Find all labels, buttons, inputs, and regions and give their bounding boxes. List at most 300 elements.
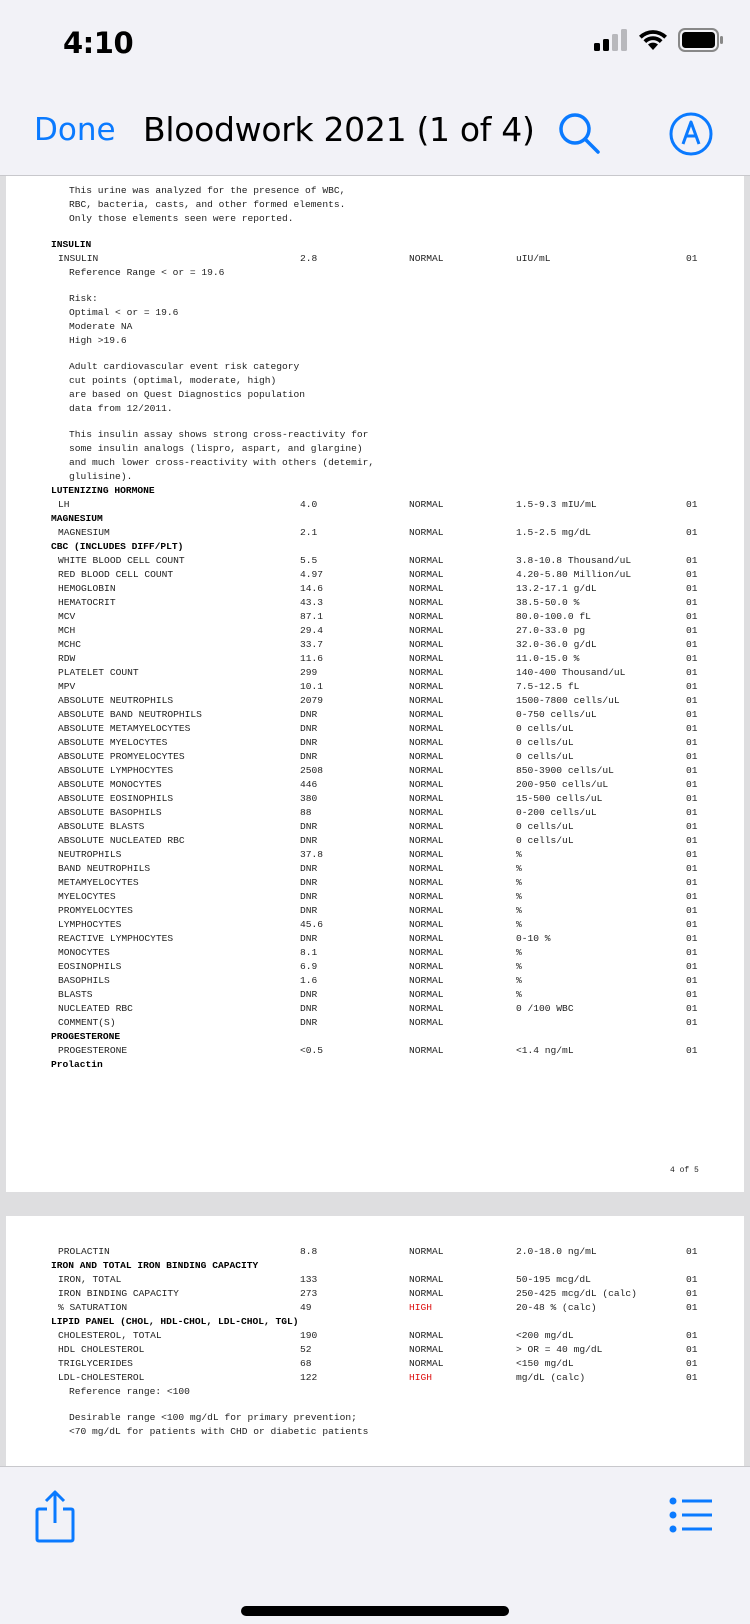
result-row	[6, 569, 744, 584]
test-reference: 15-500 cells/uL	[516, 793, 603, 804]
test-reference: %	[516, 849, 522, 860]
note-text: High >19.6	[69, 335, 127, 346]
test-flag: NORMAL	[409, 555, 444, 566]
result-row	[6, 961, 744, 976]
note-text: Reference Range < or = 19.6	[69, 267, 225, 278]
test-reference: 1.5-9.3 mIU/mL	[516, 499, 597, 510]
test-reference: %	[516, 919, 522, 930]
document-viewer[interactable]	[0, 176, 750, 1466]
result-row	[6, 681, 744, 696]
test-reference: <200 mg/dL	[516, 1330, 574, 1341]
page-title: Bloodwork 2021 (1 of 4)	[143, 110, 535, 149]
test-name: ABSOLUTE BASOPHILS	[58, 807, 162, 818]
battery-icon	[678, 28, 724, 52]
test-name: TRIGLYCERIDES	[58, 1358, 133, 1369]
result-row	[6, 1045, 744, 1060]
test-lab-code: 01	[686, 723, 698, 734]
search-icon	[556, 110, 602, 156]
markup-button[interactable]	[668, 111, 714, 157]
section-header-line	[6, 1031, 744, 1046]
test-name: CHOLESTEROL, TOTAL	[58, 1330, 162, 1341]
test-value: 5.5	[300, 555, 318, 566]
test-reference: 11.0-15.0 %	[516, 653, 580, 664]
test-value: DNR	[300, 723, 318, 734]
test-flag: HIGH	[409, 1372, 433, 1383]
test-lab-code: 01	[686, 793, 698, 804]
result-row	[6, 1017, 744, 1032]
test-value: 11.6	[300, 653, 324, 664]
document-page-2	[6, 1216, 744, 1466]
test-reference: 4.20-5.80 Million/uL	[516, 569, 632, 580]
note-line	[6, 185, 744, 200]
section-header: Prolactin	[51, 1059, 103, 1070]
section-header-line	[6, 239, 744, 254]
test-lab-code: 01	[686, 821, 698, 832]
test-lab-code: 01	[686, 639, 698, 650]
test-value: DNR	[300, 737, 318, 748]
test-flag: NORMAL	[409, 1017, 444, 1028]
section-header: INSULIN	[51, 239, 92, 250]
test-name: INSULIN	[58, 253, 99, 264]
test-flag: NORMAL	[409, 905, 444, 916]
section-header-line	[6, 1059, 744, 1074]
test-flag: NORMAL	[409, 933, 444, 944]
wifi-icon	[638, 29, 668, 51]
result-row	[6, 1372, 744, 1387]
test-lab-code: 01	[686, 765, 698, 776]
test-name: HEMOGLOBIN	[58, 583, 116, 594]
test-lab-code: 01	[686, 681, 698, 692]
section-header: CBC (INCLUDES DIFF/PLT)	[51, 541, 184, 552]
test-name: BASOPHILS	[58, 975, 110, 986]
result-row	[6, 1288, 744, 1303]
note-line	[6, 199, 744, 214]
test-reference: 32.0-36.0 g/dL	[516, 639, 597, 650]
test-flag: NORMAL	[409, 723, 444, 734]
test-name: LDL-CHOLESTEROL	[58, 1372, 145, 1383]
test-lab-code: 01	[686, 891, 698, 902]
test-reference: %	[516, 877, 522, 888]
note-text: Adult cardiovascular event risk category	[69, 361, 300, 372]
test-flag: NORMAL	[409, 751, 444, 762]
test-reference: %	[516, 905, 522, 916]
test-value: 45.6	[300, 919, 324, 930]
search-button[interactable]	[556, 110, 602, 156]
test-reference: 140-400 Thousand/uL	[516, 667, 626, 678]
test-lab-code: 01	[686, 527, 698, 538]
nav-bar	[0, 92, 750, 176]
test-value: 14.6	[300, 583, 324, 594]
test-lab-code: 01	[686, 569, 698, 580]
test-value: <0.5	[300, 1045, 324, 1056]
section-header: IRON AND TOTAL IRON BINDING CAPACITY	[51, 1260, 259, 1271]
result-row	[6, 863, 744, 878]
test-flag: NORMAL	[409, 681, 444, 692]
result-row	[6, 793, 744, 808]
test-name: COMMENT(S)	[58, 1017, 116, 1028]
test-lab-code: 01	[686, 1246, 698, 1257]
test-name: MCH	[58, 625, 76, 636]
note-text: This insulin assay shows strong cross-reactivity for	[69, 429, 369, 440]
section-header: MAGNESIUM	[51, 513, 103, 524]
section-header-line	[6, 485, 744, 500]
result-row	[6, 947, 744, 962]
test-flag: NORMAL	[409, 709, 444, 720]
status-time: 4:10	[63, 26, 134, 60]
test-lab-code: 01	[686, 1017, 698, 1028]
test-lab-code: 01	[686, 919, 698, 930]
test-lab-code: 01	[686, 737, 698, 748]
test-value: DNR	[300, 1003, 318, 1014]
result-row	[6, 1003, 744, 1018]
test-flag: NORMAL	[409, 793, 444, 804]
test-lab-code: 01	[686, 835, 698, 846]
test-reference: 7.5-12.5 fL	[516, 681, 580, 692]
test-reference: 0 cells/uL	[516, 723, 574, 734]
note-text: This urine was analyzed for the presence of WBC,	[69, 185, 346, 196]
test-name: REACTIVE LYMPHOCYTES	[58, 933, 174, 944]
test-reference: uIU/mL	[516, 253, 551, 264]
test-value: 2.1	[300, 527, 318, 538]
test-reference: 0 cells/uL	[516, 835, 574, 846]
test-lab-code: 01	[686, 597, 698, 608]
test-reference: %	[516, 947, 522, 958]
note-line	[6, 307, 744, 322]
test-value: DNR	[300, 835, 318, 846]
done-button[interactable]: Done	[34, 112, 116, 148]
test-name: BLASTS	[58, 989, 93, 1000]
test-lab-code: 01	[686, 1274, 698, 1285]
note-text: Risk:	[69, 293, 98, 304]
test-lab-code: 01	[686, 1288, 698, 1299]
test-flag: NORMAL	[409, 625, 444, 636]
test-lab-code: 01	[686, 877, 698, 888]
note-text: glulisine).	[69, 471, 133, 482]
result-row	[6, 611, 744, 626]
bottom-toolbar	[0, 1466, 750, 1624]
status-icons	[594, 28, 724, 52]
test-value: 380	[300, 793, 318, 804]
page-number: 4 of 5	[670, 1166, 699, 1175]
test-value: 2508	[300, 765, 324, 776]
result-row	[6, 1302, 744, 1317]
test-flag: NORMAL	[409, 975, 444, 986]
test-value: DNR	[300, 891, 318, 902]
test-reference: 50-195 mcg/dL	[516, 1274, 591, 1285]
result-row	[6, 919, 744, 934]
test-value: 52	[300, 1344, 312, 1355]
share-button[interactable]	[30, 1489, 80, 1545]
test-reference: %	[516, 961, 522, 972]
section-header-line	[6, 1260, 744, 1275]
result-row	[6, 695, 744, 710]
result-row	[6, 709, 744, 724]
test-flag: NORMAL	[409, 779, 444, 790]
test-reference: %	[516, 863, 522, 874]
test-value: DNR	[300, 933, 318, 944]
test-reference: %	[516, 891, 522, 902]
result-row	[6, 555, 744, 570]
test-lab-code: 01	[686, 1045, 698, 1056]
test-value: 4.0	[300, 499, 318, 510]
result-row	[6, 1330, 744, 1345]
result-row	[6, 849, 744, 864]
test-flag: NORMAL	[409, 1344, 444, 1355]
test-value: DNR	[300, 877, 318, 888]
test-name: MCHC	[58, 639, 82, 650]
test-name: ABSOLUTE NUCLEATED RBC	[58, 835, 185, 846]
test-flag: NORMAL	[409, 253, 444, 264]
note-line	[6, 293, 744, 308]
test-name: HDL CHOLESTEROL	[58, 1344, 145, 1355]
status-bar	[0, 0, 750, 92]
test-name: NUCLEATED RBC	[58, 1003, 133, 1014]
test-name: IRON, TOTAL	[58, 1274, 122, 1285]
test-name: HEMATOCRIT	[58, 597, 116, 608]
result-row	[6, 779, 744, 794]
test-reference: 200-950 cells/uL	[516, 779, 609, 790]
test-lab-code: 01	[686, 1003, 698, 1014]
result-row	[6, 653, 744, 668]
test-flag: NORMAL	[409, 1274, 444, 1285]
test-lab-code: 01	[686, 253, 698, 264]
test-flag: NORMAL	[409, 611, 444, 622]
note-text: Moderate NA	[69, 321, 133, 332]
note-line	[6, 213, 744, 228]
test-value: 6.9	[300, 961, 318, 972]
test-reference: 0-10 %	[516, 933, 551, 944]
test-name: % SATURATION	[58, 1302, 128, 1313]
test-reference: 1.5-2.5 mg/dL	[516, 527, 591, 538]
test-flag: NORMAL	[409, 1330, 444, 1341]
test-flag: NORMAL	[409, 1003, 444, 1014]
test-name: PROLACTIN	[58, 1246, 110, 1257]
test-name: ABSOLUTE EOSINOPHILS	[58, 793, 174, 804]
test-flag: NORMAL	[409, 863, 444, 874]
note-line	[6, 389, 744, 404]
test-lab-code: 01	[686, 905, 698, 916]
test-flag: NORMAL	[409, 947, 444, 958]
test-flag: NORMAL	[409, 961, 444, 972]
test-name: MYELOCYTES	[58, 891, 116, 902]
section-header: LIPID PANEL (CHOL, HDL-CHOL, LDL-CHOL, TGL)	[51, 1316, 299, 1327]
note-line	[6, 361, 744, 376]
test-value: 87.1	[300, 611, 324, 622]
test-flag: NORMAL	[409, 667, 444, 678]
test-name: PROMYELOCYTES	[58, 905, 133, 916]
test-lab-code: 01	[686, 499, 698, 510]
note-line	[6, 335, 744, 350]
test-flag: NORMAL	[409, 821, 444, 832]
result-row	[6, 821, 744, 836]
test-value: 299	[300, 667, 318, 678]
test-lab-code: 01	[686, 933, 698, 944]
document-page-1	[6, 176, 744, 1192]
test-reference: <150 mg/dL	[516, 1358, 574, 1369]
test-flag: NORMAL	[409, 1045, 444, 1056]
test-value: DNR	[300, 821, 318, 832]
result-row	[6, 835, 744, 850]
test-flag: NORMAL	[409, 989, 444, 1000]
test-name: PLATELET COUNT	[58, 667, 139, 678]
test-lab-code: 01	[686, 555, 698, 566]
note-line	[6, 267, 744, 282]
test-lab-code: 01	[686, 807, 698, 818]
note-line	[6, 1426, 744, 1441]
test-value: 273	[300, 1288, 318, 1299]
test-reference: 0 cells/uL	[516, 751, 574, 762]
test-reference: 20-48 % (calc)	[516, 1302, 597, 1313]
test-name: NEUTROPHILS	[58, 849, 122, 860]
result-row	[6, 499, 744, 514]
test-reference: <1.4 ng/mL	[516, 1045, 574, 1056]
test-reference: > OR = 40 mg/dL	[516, 1344, 603, 1355]
test-lab-code: 01	[686, 611, 698, 622]
test-name: MPV	[58, 681, 76, 692]
test-reference: 250-425 mcg/dL (calc)	[516, 1288, 637, 1299]
test-value: 8.1	[300, 947, 318, 958]
test-name: MAGNESIUM	[58, 527, 110, 538]
test-reference: 38.5-50.0 %	[516, 597, 580, 608]
test-lab-code: 01	[686, 653, 698, 664]
test-flag: NORMAL	[409, 835, 444, 846]
test-lab-code: 01	[686, 751, 698, 762]
note-text: Desirable range <100 mg/dL for primary prevention;	[69, 1412, 357, 1423]
test-value: 68	[300, 1358, 312, 1369]
test-value: DNR	[300, 905, 318, 916]
result-row	[6, 877, 744, 892]
result-row	[6, 527, 744, 542]
test-lab-code: 01	[686, 1344, 698, 1355]
test-flag: NORMAL	[409, 737, 444, 748]
test-name: EOSINOPHILS	[58, 961, 122, 972]
result-row	[6, 1274, 744, 1289]
test-value: 37.8	[300, 849, 324, 860]
result-row	[6, 975, 744, 990]
result-row	[6, 1344, 744, 1359]
test-flag: NORMAL	[409, 1288, 444, 1299]
test-name: ABSOLUTE BAND NEUTROPHILS	[58, 709, 202, 720]
section-header: PROGESTERONE	[51, 1031, 121, 1042]
test-reference: 80.0-100.0 fL	[516, 611, 591, 622]
note-text: some insulin analogs (lispro, aspart, and glargine)	[69, 443, 363, 454]
note-line	[6, 321, 744, 336]
note-line	[6, 457, 744, 472]
test-flag: NORMAL	[409, 583, 444, 594]
note-line	[6, 1386, 744, 1401]
test-value: DNR	[300, 863, 318, 874]
test-name: METAMYELOCYTES	[58, 877, 139, 888]
result-row	[6, 933, 744, 948]
test-value: 43.3	[300, 597, 324, 608]
test-lab-code: 01	[686, 709, 698, 720]
test-flag: NORMAL	[409, 1246, 444, 1257]
markup-icon	[668, 111, 714, 157]
test-reference: mg/dL (calc)	[516, 1372, 586, 1383]
test-reference: 27.0-33.0 pg	[516, 625, 586, 636]
test-value: 446	[300, 779, 318, 790]
note-text: Only those elements seen were reported.	[69, 213, 294, 224]
test-lab-code: 01	[686, 667, 698, 678]
test-value: 49	[300, 1302, 312, 1313]
test-flag: NORMAL	[409, 877, 444, 888]
result-row	[6, 751, 744, 766]
list-button[interactable]	[668, 1495, 714, 1535]
result-row	[6, 891, 744, 906]
test-name: ABSOLUTE PROMYELOCYTES	[58, 751, 185, 762]
result-row	[6, 625, 744, 640]
test-reference: 13.2-17.1 g/dL	[516, 583, 597, 594]
test-flag: NORMAL	[409, 639, 444, 650]
section-header: LUTENIZING HORMONE	[51, 485, 155, 496]
result-row	[6, 905, 744, 920]
test-flag: HIGH	[409, 1302, 433, 1313]
note-line	[6, 1412, 744, 1427]
test-lab-code: 01	[686, 1330, 698, 1341]
test-name: MONOCYTES	[58, 947, 110, 958]
test-flag: NORMAL	[409, 891, 444, 902]
result-row	[6, 723, 744, 738]
test-lab-code: 01	[686, 1372, 698, 1383]
result-row	[6, 737, 744, 752]
test-name: WHITE BLOOD CELL COUNT	[58, 555, 185, 566]
test-flag: NORMAL	[409, 527, 444, 538]
test-value: 4.97	[300, 569, 324, 580]
result-row	[6, 765, 744, 780]
test-reference: 850-3900 cells/uL	[516, 765, 614, 776]
test-value: DNR	[300, 1017, 318, 1028]
test-value: 133	[300, 1274, 318, 1285]
test-lab-code: 01	[686, 1358, 698, 1369]
test-name: IRON BINDING CAPACITY	[58, 1288, 179, 1299]
result-row	[6, 667, 744, 682]
test-name: ABSOLUTE METAMYELOCYTES	[58, 723, 191, 734]
section-header-line	[6, 1316, 744, 1331]
test-name: PROGESTERONE	[58, 1045, 128, 1056]
test-reference: 2.0-18.0 ng/mL	[516, 1246, 597, 1257]
test-value: 8.8	[300, 1246, 318, 1257]
test-flag: NORMAL	[409, 919, 444, 930]
test-value: DNR	[300, 709, 318, 720]
test-lab-code: 01	[686, 863, 698, 874]
test-value: 33.7	[300, 639, 324, 650]
section-header-line	[6, 541, 744, 556]
test-reference: 0 cells/uL	[516, 737, 574, 748]
note-line	[6, 403, 744, 418]
test-lab-code: 01	[686, 849, 698, 860]
result-row	[6, 989, 744, 1004]
test-name: RDW	[58, 653, 76, 664]
note-line	[6, 375, 744, 390]
test-lab-code: 01	[686, 1302, 698, 1313]
test-name: RED BLOOD CELL COUNT	[58, 569, 174, 580]
result-row	[6, 639, 744, 654]
note-line	[6, 429, 744, 444]
test-flag: NORMAL	[409, 849, 444, 860]
cellular-signal-icon	[594, 29, 628, 51]
test-lab-code: 01	[686, 961, 698, 972]
test-flag: NORMAL	[409, 569, 444, 580]
test-value: 190	[300, 1330, 318, 1341]
result-row	[6, 1358, 744, 1373]
test-name: ABSOLUTE MYELOCYTES	[58, 737, 168, 748]
test-reference: 0-750 cells/uL	[516, 709, 597, 720]
test-reference: 0 cells/uL	[516, 821, 574, 832]
test-lab-code: 01	[686, 779, 698, 790]
test-name: ABSOLUTE NEUTROPHILS	[58, 695, 174, 706]
note-text: Optimal < or = 19.6	[69, 307, 179, 318]
test-lab-code: 01	[686, 975, 698, 986]
